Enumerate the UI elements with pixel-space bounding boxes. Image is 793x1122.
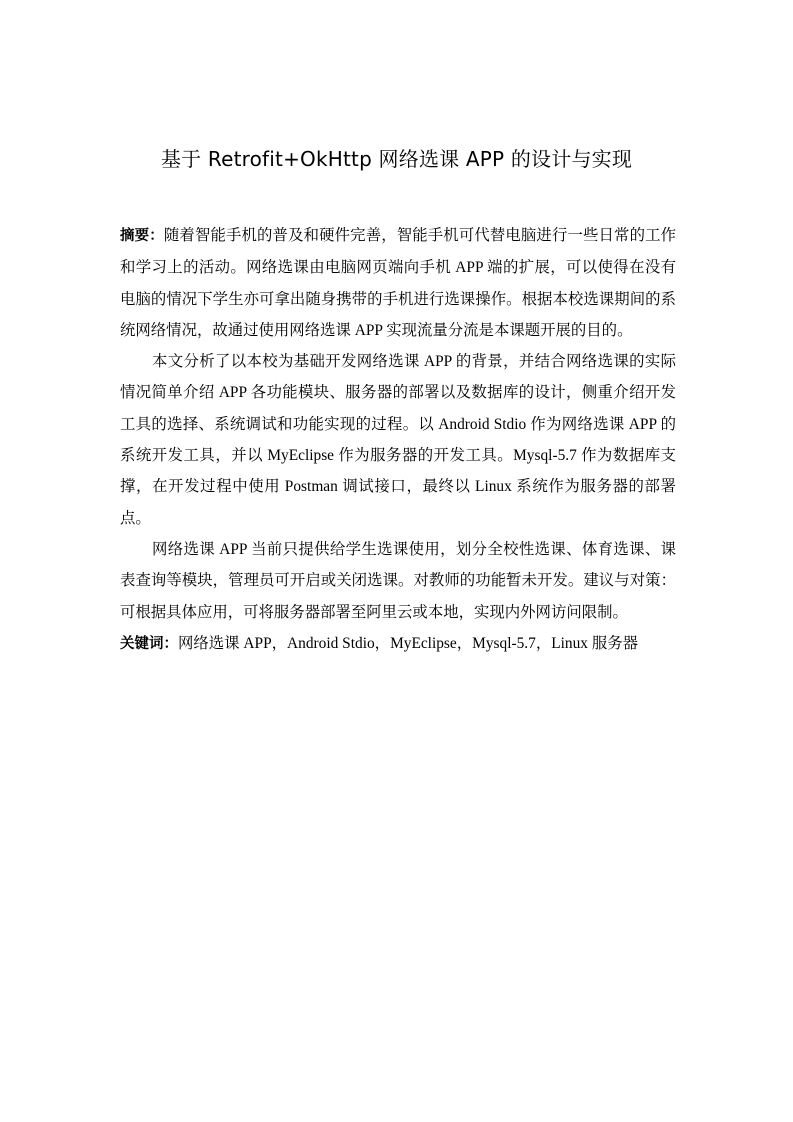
keywords-line (120, 628, 676, 660)
abstract-paragraph-1 (120, 220, 676, 346)
abstract-section (120, 220, 676, 660)
paper-title: 基于 Retrofit+OkHttp 网络选课 APP 的设计与实现 (160, 147, 633, 171)
abstract-paragraph-2: 本文分析了以本校为基础开发网络选课 APP 的背景，并结合网络选课的实际情况简单介绍 APP 各功能模块、服务器的部署以及数据库的设计，侧重介绍开发工具的选择、系统调试和功能实现的过程。以 Android Stdio 作为网络选课 APP 的系统开发工具，并以 MyEclipse 作为服务器的开发工具。Mysql-5.7 作为数据库支撑，在开发过程中使用 Postman 调试接口，最终以 Linux 系统作为服务器的部署点。 (120, 353, 676, 527)
abstract-label: 摘要： (120, 228, 164, 244)
abstract-text-1: 随着智能手机的普及和硬件完善，智能手机可代替电脑进行一些日常的工作和学习上的活动。网络选课由电脑网页端向手机 APP 端的扩展，可以使得在没有电脑的情况下学生亦可拿出随身携带的手机进行选课操作。根据本校选课期间的系统网络情况，故通过使用网络选课 APP 实现流量分流是本课题开展的目的。 (120, 227, 676, 339)
keywords-text: 网络选课 APP，Android Stdio，MyEclipse，Mysql-5.7，Linux 服务器 (178, 634, 639, 652)
keywords-label: 关键词： (120, 635, 178, 652)
abstract-paragraph-3: 网络选课 APP 当前只提供给学生选课使用，划分全校性选课、体育选课、课表查询等模块，管理员可开启或关闭选课。对教师的功能暂未开发。建议与对策：可根据具体应用，可将服务器部署至阿里云或本地，实现内外网访问限制。 (120, 540, 676, 621)
